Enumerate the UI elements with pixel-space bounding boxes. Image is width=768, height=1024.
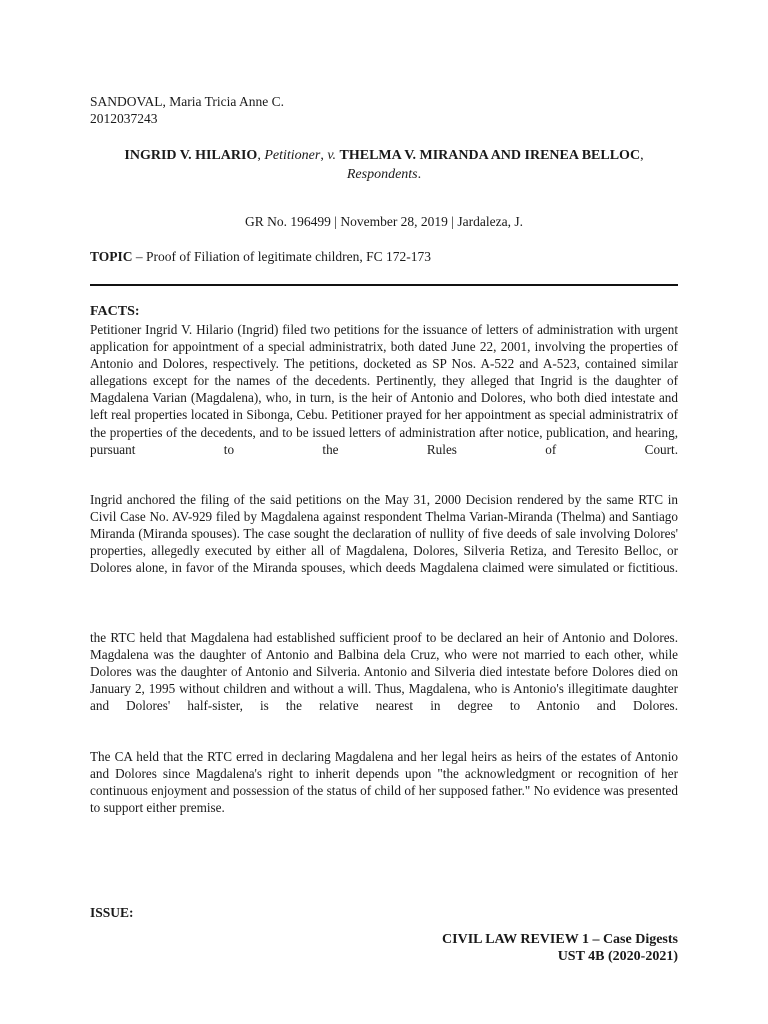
author-name: SANDOVAL, Maria Tricia Anne C.	[90, 94, 285, 109]
author-block	[90, 93, 284, 127]
facts-paragraph-3: the RTC held that Magdalena had established sufficient proof to be declared an heir of Antonio and Dolores. Magdalena was the daughter of Antonio and Balbina dela Cruz, who were not married to each other, while Dolores was the daughter of Antonio and Silveria. Antonio and Silveria died intestate before Dolores died on January 2, 1995 without children and without a will. Thus, Magdalena, who is Antonio's illegitimate daughter and Dolores' half-sister, is the relative nearest in degree to Antonio and Dolores.	[90, 630, 678, 714]
footer-section: UST 4B (2020-2021)	[557, 949, 678, 964]
petitioner-role: Petitioner	[264, 148, 321, 163]
facts-paragraph-2: Ingrid anchored the filing of the said petitions on the May 31, 2000 Decision rendered by the same RTC in Civil Case No. AV-929 filed by Magdalena against respondent Thelma Varian-Miranda (Thelma) and Santiago Miranda (Miranda spouses). The case sought the declaration of nullity of five deeds of sale involving Dolores' properties, allegedly executed by either all of Magdalena, Dolores, Silveria Retiza, and Teresito Belloc, or Dolores alone, in favor of the Miranda spouses, which deeds Magdalena claimed were simulated or fictitious.	[90, 492, 678, 576]
versus: v.	[327, 148, 337, 163]
topic-text: – Proof of Filiation of legitimate children, FC 172-173	[132, 249, 431, 264]
petitioner-name: INGRID V. HILARIO	[124, 148, 258, 163]
issue-heading: ISSUE:	[90, 905, 134, 920]
facts-paragraph-1: Petitioner Ingrid V. Hilario (Ingrid) filed two petitions for the issuance of letters of administration with urgent application for appointment of a special administratrix, both dated June 22, 2001, involving the properties of Antonio and Dolores, respectively. The petitions, docketed as SP Nos. A-522 and A-523, contained similar allegations except for the names of the decedents. Pertinently, they alleged that Ingrid is the daughter of Magdalena Varian (Magdalena), who, in turn, is the heir of Antonio and Dolores, who both died intestate and left real properties located in Sibonga, Cebu. Petitioner prayed for her appointment as special administratrix of the properties of the decedents, and to be issued letters of administration after notice, publication, and hearing, pursuant to the Rules of Court.	[90, 322, 678, 457]
footer	[300, 931, 678, 965]
section-divider	[90, 284, 678, 286]
case-caption: INGRID V. HILARIO, Petitioner, v. THELMA V. MIRANDA AND IRENEA BELLOC, Respondents.	[124, 148, 644, 182]
case-meta: GR No. 196499 | November 28, 2019 | Jardaleza, J.	[245, 214, 523, 229]
topic-label: TOPIC	[90, 249, 133, 264]
footer-course: CIVIL LAW REVIEW 1 – Case Digests	[442, 932, 678, 947]
student-number: 2012037243	[90, 111, 158, 126]
respondents-role: Respondents	[346, 167, 418, 182]
facts-paragraph-4: The CA held that the RTC erred in declaring Magdalena and her legal heirs as heirs of the estates of Antonio and Dolores since Magdalena's right to inherit depends upon "the acknowledgment or recognition of her continuous enjoyment and possession of the status of child of her supposed father." No evidence was presented to support either premise.	[90, 749, 678, 816]
respondents-names: THELMA V. MIRANDA AND IRENEA BELLOC	[339, 148, 641, 163]
topic-line	[90, 248, 431, 266]
facts-heading: FACTS:	[90, 304, 140, 319]
